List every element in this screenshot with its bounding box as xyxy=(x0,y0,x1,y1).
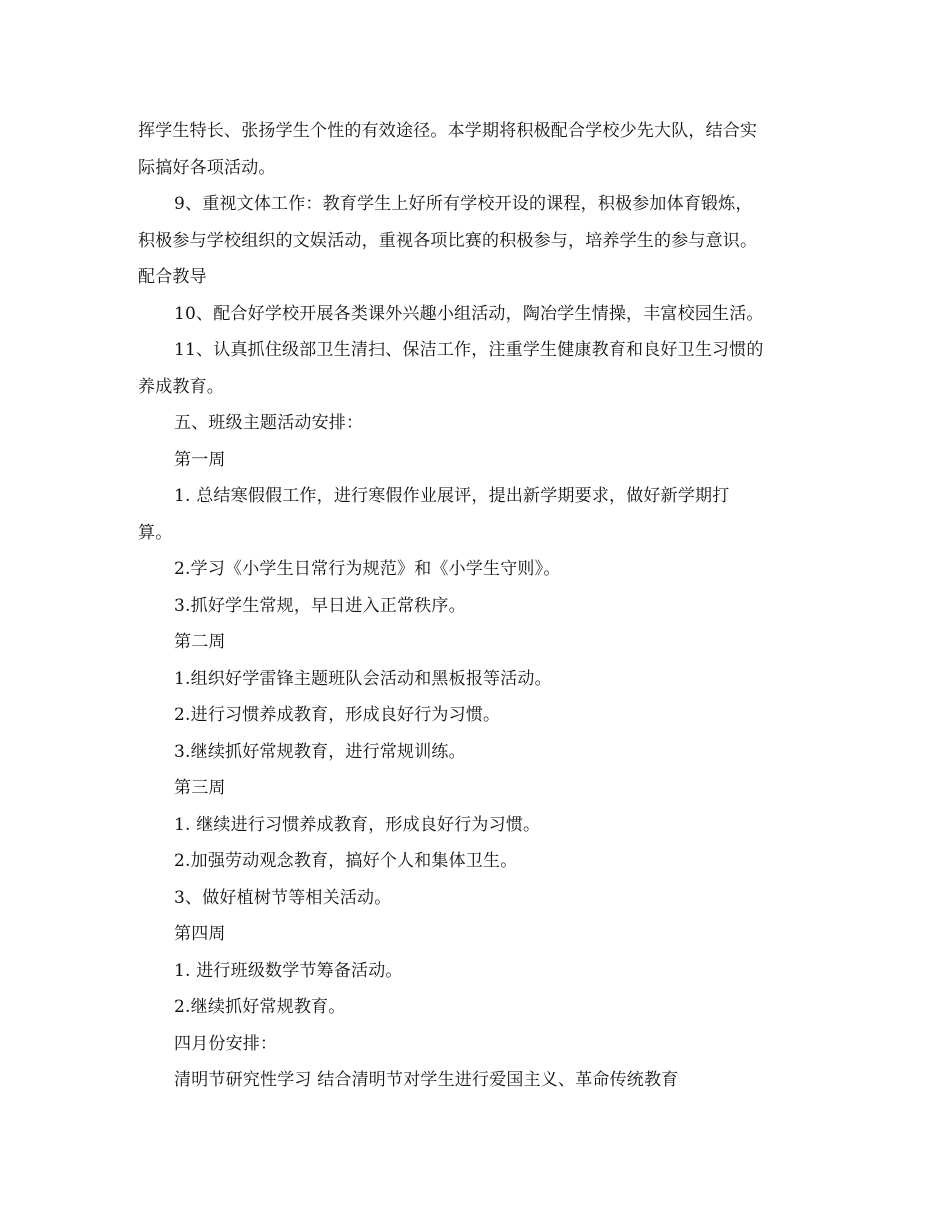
text-line: 配合教导 xyxy=(138,267,207,287)
text-line: 2.加强劳动观念教育，搞好个人和集体卫生。 xyxy=(174,851,518,871)
text-line: 3.继续抓好常规教育，进行常规训练。 xyxy=(174,741,466,762)
text-line: 养成教育。 xyxy=(138,376,224,397)
text-line: 1.组织好学雷锋主题班队会活动和黑板报等活动。 xyxy=(174,668,552,689)
text-line: 1. 继续进行习惯养成教育，形成良好行为习惯。 xyxy=(174,814,541,835)
text-line: 第三周 xyxy=(174,778,226,798)
text-line: 四月份安排： xyxy=(174,1033,278,1054)
text-line: 2.进行习惯养成教育，形成良好行为习惯。 xyxy=(174,705,501,725)
text-line: 9、重视文体工作：教育学生上好所有学校开设的课程，积极参加体育锻炼， xyxy=(174,194,753,214)
text-line: 1. 总结寒假假工作，进行寒假作业展评，提出新学期要求，做好新学期打 xyxy=(174,486,730,506)
text-line: 积极参与学校组织的文娱活动，重视各项比赛的积极参与，培养学生的参与意识。 xyxy=(138,230,758,251)
text-line: 第一周 xyxy=(174,449,226,470)
text-line: 11、认真抓住级部卫生清扫、保洁工作，注重学生健康教育和良好卫生习惯的 xyxy=(174,340,764,360)
text-line: 五、班级主题活动安排： xyxy=(174,413,364,433)
text-line: 清明节研究性学习 结合清明节对学生进行爱国主义、革命传统教育 xyxy=(174,1070,679,1090)
text-line: 际搞好各项活动。 xyxy=(138,157,276,178)
text-line: 2.继续抓好常规教育。 xyxy=(174,997,346,1017)
text-line: 3.抓好学生常规，早日进入正常秩序。 xyxy=(174,595,466,616)
text-line: 10、配合好学校开展各类课外兴趣小组活动，陶冶学生情操，丰富校园生活。 xyxy=(174,303,764,324)
text-line: 第二周 xyxy=(174,632,226,652)
text-line: 算。 xyxy=(138,522,173,543)
document-body xyxy=(138,113,813,1099)
text-line: 第四周 xyxy=(174,924,226,944)
text-line: 2.学习《小学生日常行为规范》和《小学生守则》。 xyxy=(174,559,561,579)
text-line: 挥学生特长、张扬学生个性的有效途径。本学期将积极配合学校少先大队，结合实 xyxy=(138,121,758,141)
text-line: 3、做好植树节等相关活动。 xyxy=(174,887,392,908)
text-line: 1. 进行班级数学节筹备活动。 xyxy=(174,960,403,981)
